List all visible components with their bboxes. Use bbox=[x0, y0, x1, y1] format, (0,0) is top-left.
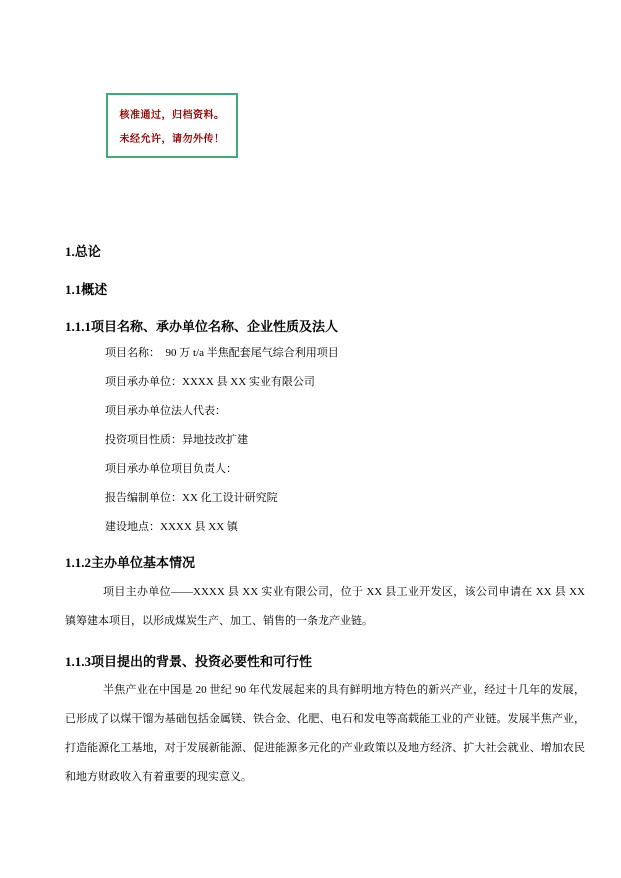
project-info-list bbox=[65, 339, 585, 542]
approval-stamp-box bbox=[106, 93, 238, 158]
section-heading-1: 1.总论 bbox=[65, 244, 101, 259]
section-heading-1-1-3: 1.1.3项目提出的背景、投资必要性和可行性 bbox=[65, 654, 313, 669]
info-line-report-compiler: 报告编制单位：XX 化工设计研究院 bbox=[105, 492, 278, 504]
info-line-project-nature: 投资项目性质：异地技改扩建 bbox=[105, 434, 248, 446]
info-line-construction-site: 建设地点：XXXX 县 XX 镇 bbox=[105, 521, 238, 533]
info-line-undertaker: 项目承办单位：XXXX 县 XX 实业有限公司 bbox=[105, 376, 315, 388]
info-line-project-name: 项目名称： 90 万 t/a 半焦配套尾气综合利用项目 bbox=[105, 347, 339, 359]
info-line-legal-representative: 项目承办单位法人代表： bbox=[105, 405, 226, 417]
section-heading-1-1-1: 1.1.1项目名称、承办单位名称、企业性质及法人 bbox=[65, 319, 339, 334]
stamp-line-1: 核准通过，归档资料。 bbox=[119, 109, 225, 121]
section-heading-1-1-2: 1.1.2主办单位基本情况 bbox=[65, 555, 196, 570]
info-line-project-leader: 项目承办单位项目负责人： bbox=[105, 463, 237, 475]
paragraph-background: 半焦产业在中国是 20 世纪 90 年代发展起来的具有鲜明地方特色的新兴产业，经过十几年的发展，已形成了以煤干馏为基础包括金属镁、铁合金、化肥、电石和发电等高载能工业的产业链。发展半焦产业，打造能源化工基地，对于发展新能源、促进能源多元化的产业政策以及地方经济、扩大社会就业、增加农民和地方财政收入有着重要的现实意义。 bbox=[65, 684, 585, 783]
stamp-line-2: 未经允许，请勿外传！ bbox=[119, 134, 225, 146]
section-heading-1-1: 1.1概述 bbox=[65, 282, 108, 297]
document-body bbox=[65, 238, 588, 792]
paragraph-host-unit: 项目主办单位——XXXX 县 XX 实业有限公司，位于 XX 县工业开发区，该公司申请在 XX 县 XX 镇筹建本项目，以形成煤炭生产、加工、销售的一条龙产业链。 bbox=[65, 586, 588, 627]
